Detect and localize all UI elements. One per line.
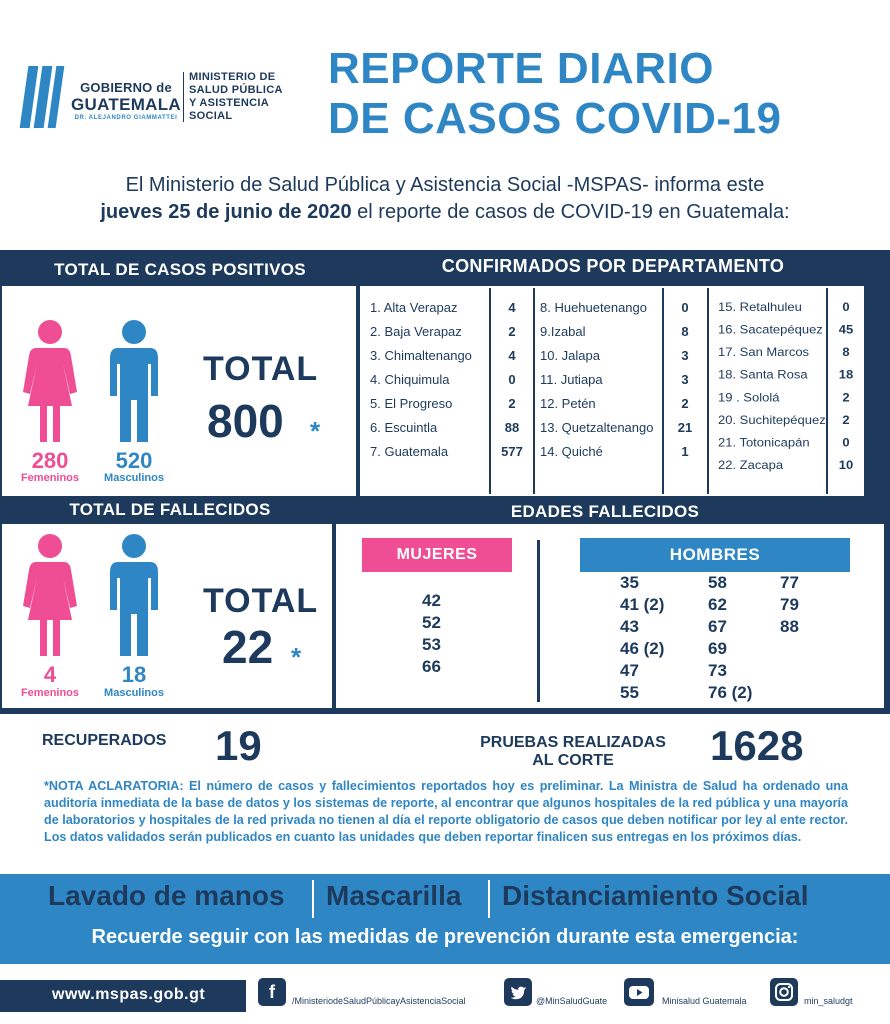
positivos-femeninos-label: Femeninos (20, 472, 80, 484)
hombre-age: 43 (620, 617, 639, 636)
dept-name: 1. Alta Verapaz (370, 300, 458, 315)
positivos-femeninos-count: 280 (31, 448, 69, 473)
dept-value: 10 (838, 457, 854, 472)
male-figure-icon (106, 532, 162, 658)
dept-value: 21 (677, 420, 693, 435)
medida-mascarilla: Mascarilla (326, 880, 462, 911)
dept-value: 18 (838, 367, 854, 382)
twitter-handle[interactable]: @MinSaludGuate (536, 996, 608, 1006)
frame2-left-edge (0, 524, 2, 712)
main-title (328, 44, 878, 144)
ministerio-text (189, 71, 283, 123)
hombre-age: 35 (620, 573, 639, 592)
dept-col3-line-a (826, 288, 828, 494)
hombre-age: 41 (2) (620, 595, 665, 614)
gobierno-logo-text (70, 80, 182, 121)
ministerio-line: MINISTERIO DE (189, 71, 276, 83)
male-figure-icon (106, 318, 162, 444)
hombre-age: 73 (708, 661, 727, 680)
dept-name: 17. San Marcos (718, 344, 810, 359)
dept-name: 21. Totonicapán (718, 435, 810, 450)
positivos-masculinos-label: Masculinos (104, 472, 164, 484)
dept-name: 19 . Sololá (718, 390, 780, 405)
frame-divider-v (356, 286, 360, 498)
facebook-handle[interactable]: /MinisteriodeSaludPúblicayAsistenciaSocial (292, 996, 466, 1006)
ministerio-line: SOCIAL (189, 110, 233, 122)
dept-name: 6. Escuintla (370, 420, 438, 435)
dept-name: 9.Izabal (540, 324, 586, 339)
dept-value: 88 (504, 420, 520, 435)
dept-col1-values (492, 296, 532, 464)
dept-value: 1 (681, 444, 689, 459)
positivos-masculinos-count: 520 (115, 448, 153, 473)
hombre-age: 55 (620, 683, 639, 702)
dept-name: 2. Baja Verapaz (370, 324, 462, 339)
dept-col3-values (828, 296, 864, 476)
dept-col2-line-b (707, 288, 709, 494)
dept-col1-line-b (533, 288, 535, 494)
dept-value: 3 (681, 372, 689, 387)
nota-aclaratoria: *NOTA ACLARATORIA: El número de casos y fallecimientos reportados hoy es preliminar. La Ministra de Salud ha ordenado una auditoría inmediata de la base de datos y los sistemas de reporte, al encontrar que algunos hospitales de la red pública y una mayoría de laboratorios y hospitales de la red privada no tienen al día el reporte obligatorio de casos que deben notificar por ley al ente rector. Los datos validados serán publicados en cuanto las unidades que deben reportar finalicen sus entregas en los próximos días. (44, 779, 848, 844)
hombre-age: 88 (780, 617, 799, 636)
hombres-header: HOMBRES (580, 538, 850, 572)
dept-value: 2 (842, 412, 850, 427)
hombre-age: 58 (708, 573, 727, 592)
dept-name: 20. Suchitepéquez (718, 412, 826, 427)
dept-col2-names (540, 296, 662, 464)
dept-name: 11. Jutiapa (540, 372, 603, 387)
mujeres-ages (422, 590, 441, 678)
dept-name: 7. Guatemala (370, 444, 449, 459)
dept-value: 4 (508, 348, 516, 363)
facebook-icon[interactable]: f (258, 978, 286, 1006)
recuperados-label: RECUPERADOS (42, 732, 167, 749)
edades-title: EDADES FALLECIDOS (510, 502, 700, 521)
fallecidos-asterisk: * (291, 642, 302, 672)
medida-divider-1 (312, 880, 314, 918)
pruebas-label-line1: PRUEBAS REALIZADAS (480, 734, 666, 751)
positivos-total-num: 800 (207, 395, 284, 447)
female-figure-icon (22, 532, 78, 658)
fallecidos-femeninos-count: 4 (43, 662, 57, 687)
twitter-icon[interactable] (504, 978, 532, 1006)
medida-distanciamiento: Distanciamiento Social (502, 880, 809, 911)
report-date: jueves 25 de junio de 2020 (100, 201, 352, 223)
dept-value: 2 (508, 324, 516, 339)
gobierno-line3: DR. ALEJANDRO GIAMMATTEI (74, 115, 178, 121)
hombre-age: 67 (708, 617, 727, 636)
dept-name: 12. Petén (540, 396, 596, 411)
title-line2: DE CASOS COVID-19 (328, 94, 782, 143)
medida-divider-2 (488, 880, 490, 918)
dept-col2-line-a (662, 288, 664, 494)
intro-line2 (0, 199, 890, 226)
ministerio-line: Y ASISTENCIA (189, 97, 270, 109)
instagram-handle[interactable]: min_saludgt (804, 996, 853, 1006)
fallecidos-title: TOTAL DE FALLECIDOS (69, 500, 271, 519)
dept-value: 2 (681, 396, 689, 411)
ministerio-line: SALUD PÚBLICA (189, 84, 283, 96)
frame-right-edge (864, 286, 890, 498)
hombre-age: 46 (2) (620, 639, 665, 658)
pruebas-num: 1628 (710, 722, 804, 769)
dept-col1-line-a (489, 288, 491, 494)
dept-name: 8. Huehuetenango (540, 300, 647, 315)
dept-name: 22. Zacapa (718, 457, 784, 472)
hombres-ages-col1 (620, 572, 664, 704)
dept-value: 2 (842, 390, 850, 405)
dept-name: 3. Chimaltenango (370, 348, 472, 363)
hombre-age: 79 (780, 595, 799, 614)
title-line1: REPORTE DIARIO (328, 44, 714, 93)
hombre-age: 47 (620, 661, 639, 680)
intro-line1: El Ministerio de Salud Pública y Asistencia Social -MSPAS- informa este (125, 174, 765, 196)
intro-text (0, 172, 890, 226)
dept-name: 18. Santa Rosa (718, 367, 808, 382)
fallecidos-total-num: 22 (222, 621, 274, 673)
mujer-age: 42 (422, 591, 441, 610)
dept-value: 3 (681, 348, 689, 363)
website-link[interactable]: www.mspas.gob.gt (52, 986, 206, 1003)
dept-value: 0 (842, 435, 850, 450)
frame-left-edge (0, 286, 2, 498)
youtube-icon[interactable] (624, 978, 654, 1006)
dept-value: 0 (508, 372, 516, 387)
dept-name: 16. Sacatepéquez (718, 322, 823, 337)
dept-col2-values (664, 296, 706, 464)
mujer-age: 66 (422, 657, 441, 676)
frame2-right-edge (884, 524, 890, 712)
dept-value: 0 (842, 299, 850, 314)
hombres-ages-col3 (780, 572, 799, 638)
dept-col1-names (370, 296, 488, 464)
dept-col3-names (718, 296, 826, 476)
dept-name: 4. Chiquimula (370, 372, 450, 387)
dept-value: 577 (501, 444, 523, 459)
gobierno-logo-mark (22, 66, 62, 128)
hombre-age: 62 (708, 595, 727, 614)
instagram-icon[interactable] (770, 978, 798, 1006)
fallecidos-masculinos-count: 18 (121, 662, 147, 687)
dept-value: 2 (508, 396, 516, 411)
female-figure-icon (22, 318, 78, 444)
fallecidos-total-word: TOTAL (203, 582, 319, 620)
dept-name: 15. Retalhuleu (718, 299, 802, 314)
hombre-age: 69 (708, 639, 727, 658)
hombres-ages-col2 (708, 572, 752, 704)
edades-divider (537, 540, 540, 702)
pruebas-label-line2: AL CORTE (532, 752, 614, 769)
gobierno-line1: GOBIERNO de (80, 80, 172, 95)
fallecidos-femeninos-label: Femeninos (20, 687, 80, 699)
departamentos-title: CONFIRMADOS POR DEPARTAMENTO (441, 256, 785, 276)
positivos-title: TOTAL DE CASOS POSITIVOS (54, 260, 306, 279)
positivos-total-word: TOTAL (203, 350, 319, 388)
hombre-age: 76 (2) (708, 683, 753, 702)
dept-value: 8 (842, 344, 850, 359)
hombre-age: 77 (780, 573, 799, 592)
intro-line2-rest: el reporte de casos de COVID-19 en Guatemala: (351, 201, 790, 223)
recuerde-text: Recuerde seguir con las medidas de prevención durante esta emergencia: (91, 926, 799, 948)
mujer-age: 53 (422, 635, 441, 654)
dept-name: 13. Quetzaltenango (540, 420, 654, 435)
frame2-bottom-bar (0, 708, 890, 714)
positivos-asterisk: * (310, 416, 321, 446)
gobierno-line2: GUATEMALA (70, 95, 182, 114)
dept-name: 14. Quiché (540, 444, 603, 459)
dept-value: 8 (681, 324, 689, 339)
pruebas-label (460, 734, 686, 770)
fallecidos-masculinos-label: Masculinos (104, 687, 164, 699)
medida-lavado: Lavado de manos (48, 880, 285, 911)
recuperados-num: 19 (215, 722, 262, 769)
dept-value: 4 (508, 300, 516, 315)
youtube-handle[interactable]: Minisalud Guatemala (662, 996, 747, 1006)
mujer-age: 52 (422, 613, 441, 632)
mujeres-header: MUJERES (362, 538, 512, 572)
dept-value: 45 (838, 322, 854, 337)
dept-value: 0 (681, 300, 689, 315)
frame2-divider-v (332, 524, 336, 712)
dept-name: 5. El Progreso (370, 396, 453, 411)
dept-name: 10. Jalapa (540, 348, 600, 363)
logo-divider (183, 72, 184, 122)
